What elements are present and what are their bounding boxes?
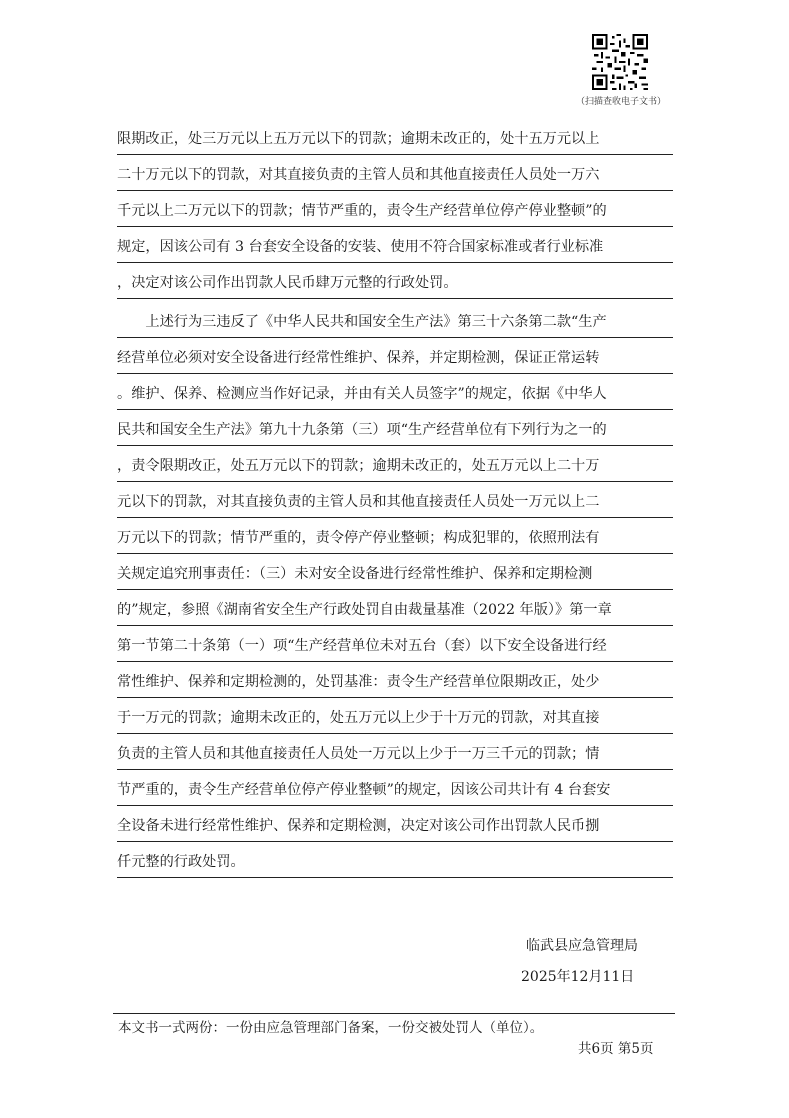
body-line: ，决定对该公司作出罚款人民币肆万元整的行政处罚。 — [117, 269, 673, 299]
footer-note: 本文书一式两份：一份由应急管理部门备案，一份交被处罚人（单位）。 — [118, 1020, 544, 1036]
qr-caption: （扫描查收电子文书） — [575, 97, 666, 107]
body-line: 仟元整的行政处罚。 — [117, 848, 673, 878]
body-line: 经营单位必须对安全设备进行经常性维护、保养，并定期检测，保证正常运转 — [117, 344, 673, 374]
body-line: 全设备未进行经常性维护、保养和定期检测，决定对该公司作出罚款人民币捌 — [117, 812, 673, 842]
body-line: 限期改正，处三万元以上五万元以下的罚款；逾期未改正的，处十五万元以上 — [117, 125, 673, 155]
body-line: 千元以上二万元以下的罚款；情节严重的，责令生产经营单位停产停业整顿”的 — [117, 197, 673, 227]
body-line: 元以下的罚款，对其直接负责的主管人员和其他直接责任人员处一万元以上二 — [117, 488, 673, 518]
issue-date: 2025年12月11日 — [521, 969, 635, 985]
qr-code-icon[interactable] — [592, 34, 648, 90]
body-line: 。维护、保养、检测应当作好记录，并由有关人员签字”的规定，依据《中华人 — [117, 380, 673, 410]
body-line: 上述行为三违反了《中华人民共和国安全生产法》第三十六条第二款“生产 — [117, 308, 673, 338]
body-line: 二十万元以下的罚款，对其直接负责的主管人员和其他直接责任人员处一万六 — [117, 161, 673, 191]
issuing-authority: 临武县应急管理局 — [526, 938, 638, 954]
body-line: 关规定追究刑事责任：（三）未对安全设备进行经常性维护、保养和定期检测 — [117, 560, 673, 590]
page-number: 共6页 第5页 — [578, 1041, 654, 1057]
body-line: 的”规定，参照《湖南省安全生产行政处罚自由裁量基准（2022 年版）》第一章 — [117, 596, 673, 626]
body-line: 节严重的，责令生产经营单位停产停业整顿”的规定，因该公司共计有 4 台套安 — [117, 776, 673, 806]
body-line: 万元以下的罚款；情节严重的，责令停产停业整顿；构成犯罪的，依照刑法有 — [117, 524, 673, 554]
body-line: ，责令限期改正，处五万元以下的罚款；逾期未改正的，处五万元以上二十万 — [117, 452, 673, 482]
body-line: 第一节第二十条第（一）项“生产经营单位未对五台（套）以下安全设备进行经 — [117, 632, 673, 662]
body-line: 民共和国安全生产法》第九十九条第（三）项“生产经营单位有下列行为之一的 — [117, 416, 673, 446]
body-line: 负责的主管人员和其他直接责任人员处一万元以上少于一万三千元的罚款；情 — [117, 740, 673, 770]
body-line: 规定，因该公司有 3 台套安全设备的安装、使用不符合国家标准或者行业标准 — [117, 233, 673, 263]
body-line: 于一万元的罚款；逾期未改正的，处五万元以上少于十万元的罚款，对其直接 — [117, 704, 673, 734]
footer-divider — [113, 1013, 675, 1014]
body-line: 常性维护、保养和定期检测的，处罚基准：责令生产经营单位限期改正，处少 — [117, 668, 673, 698]
